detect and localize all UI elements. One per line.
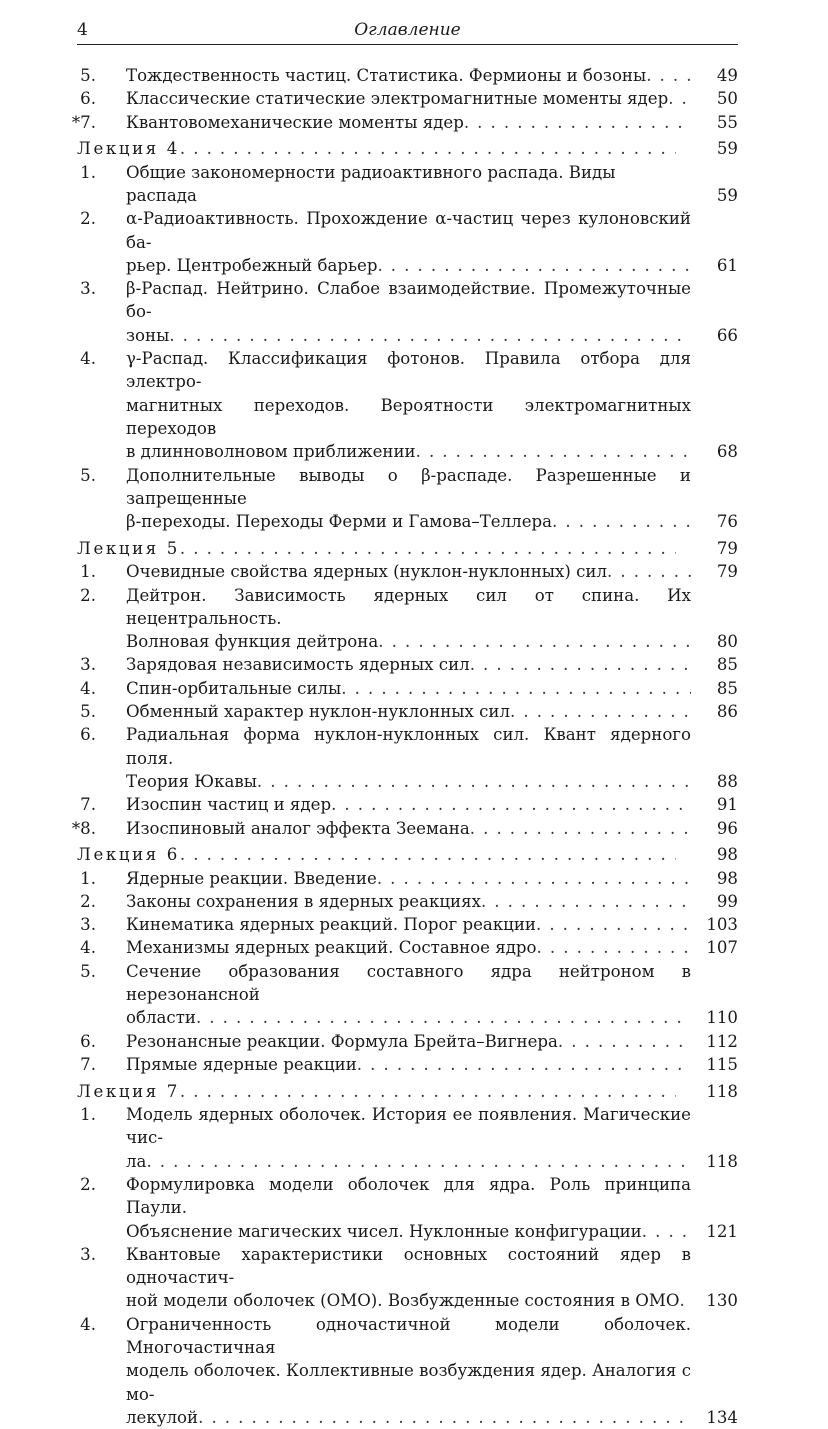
toc-section-entry[interactable] <box>80 700 738 723</box>
page-ref: 85 <box>716 678 738 698</box>
page-ref: 110 <box>706 1008 738 1028</box>
dot-leader <box>377 867 691 890</box>
dot-leader <box>378 630 691 653</box>
section-number: 1. <box>80 162 96 182</box>
section-title-line: лекулой <box>126 1407 199 1427</box>
toc-section-entry[interactable] <box>80 64 738 87</box>
section-title-line: модель оболочек. Коллективные возбуждения ядер. Аналогия с мо- <box>126 1361 691 1404</box>
toc-section-entry[interactable] <box>80 793 738 816</box>
dot-leader <box>536 913 691 936</box>
section-title-line: Законы сохранения в ядерных реакциях <box>126 891 481 911</box>
section-number: 6. <box>80 1031 96 1051</box>
dot-leader <box>196 1006 691 1029</box>
toc-section-entry[interactable] <box>80 560 738 583</box>
section-title-line: Ограниченность одночастичной модели оболочек. Многочастичная <box>126 1314 691 1358</box>
section-title-line: β-переходы. Переходы Ферми и Гамова–Теллера <box>126 512 553 532</box>
section-title-line: Классические статические электромагнитные моменты ядер <box>126 89 669 109</box>
section-title-line: рьер. Центробежный барьер <box>126 255 378 275</box>
toc-section-entry[interactable] <box>80 653 738 676</box>
page-ref: 112 <box>706 1031 738 1051</box>
lecture-title: Лекция 4 <box>77 139 180 159</box>
section-number: 1. <box>80 1105 96 1125</box>
page-ref: 118 <box>706 1081 738 1101</box>
section-title-line: γ-Распад. Классификация фотонов. Правила отбора для электро- <box>126 349 691 392</box>
section-title-line: зоны <box>126 325 170 345</box>
section-number: *7. <box>71 112 96 132</box>
lecture-title: Лекция 6 <box>77 845 180 865</box>
section-title-line: Резонансные реакции. Формула Брейта–Вигнера <box>126 1031 558 1051</box>
section-title-line: Теория Юкавы <box>126 771 257 791</box>
page-ref: 96 <box>716 818 738 838</box>
section-number: 1. <box>80 868 96 888</box>
toc-lecture-entry[interactable] <box>77 537 738 560</box>
toc-section-entry[interactable] <box>80 913 738 936</box>
section-title-line: Прямые ядерные реакции <box>126 1054 357 1074</box>
page-ref: 76 <box>716 512 738 532</box>
page-ref: 79 <box>716 562 738 582</box>
page-ref: 98 <box>716 868 738 888</box>
toc-section-entry[interactable] <box>80 960 738 1030</box>
section-title-line: α-Радиоактивность. Прохождение α-частиц через кулоновский ба- <box>126 209 691 252</box>
dot-leader <box>257 770 691 793</box>
section-title-line: ла <box>126 1151 147 1171</box>
page-number: 4 <box>77 20 88 40</box>
toc-section-entry[interactable] <box>80 464 738 534</box>
section-title-line: Очевидные свойства ядерных (нуклон-нуклонных) сил <box>126 562 607 582</box>
dot-leader <box>416 440 691 463</box>
section-title-line: Волновая функция дейтрона <box>126 632 379 652</box>
dot-leader <box>180 137 676 160</box>
toc-section-entry[interactable] <box>80 161 738 208</box>
dot-leader <box>357 1053 691 1076</box>
toc-section-entry[interactable] <box>80 723 738 793</box>
page-ref: 103 <box>706 915 738 935</box>
section-number: 2. <box>80 1174 96 1194</box>
section-number: 5. <box>80 961 96 981</box>
page-ref: 99 <box>716 891 738 911</box>
lecture-title: Лекция 7 <box>77 1081 180 1101</box>
section-number: 3. <box>80 655 96 675</box>
toc-section-entry[interactable] <box>80 867 738 890</box>
section-number: 2. <box>80 209 96 229</box>
page-ref: 107 <box>706 938 738 958</box>
section-title-line: Механизмы ядерных реакций. Составное ядро <box>126 938 537 958</box>
page-ref: 79 <box>716 538 738 558</box>
toc-lecture-entry[interactable] <box>77 1080 738 1103</box>
section-number: 3. <box>80 915 96 935</box>
toc-section-entry[interactable] <box>80 1243 738 1313</box>
page-ref: 68 <box>716 442 738 462</box>
dot-leader <box>180 843 676 866</box>
dot-leader <box>341 677 691 700</box>
toc-section-entry[interactable] <box>80 1103 738 1173</box>
section-title-line: Изоспин частиц и ядер <box>126 795 332 815</box>
toc-section-entry[interactable] <box>80 87 738 110</box>
toc-section-entry[interactable] <box>80 1053 738 1076</box>
section-title-line: Формулировка модели оболочек для ядра. Роль принципа Паули. <box>126 1174 691 1218</box>
section-number: 5. <box>80 66 96 85</box>
section-number: 7. <box>80 1054 96 1074</box>
page-ref: 118 <box>706 1151 738 1171</box>
toc-section-entry[interactable] <box>71 817 738 840</box>
section-number: 4. <box>80 938 96 958</box>
page-ref: 115 <box>706 1054 738 1074</box>
dot-leader <box>331 793 691 816</box>
toc-section-entry[interactable] <box>80 677 738 700</box>
section-number: 1. <box>80 562 96 582</box>
section-number: 4. <box>80 349 96 369</box>
section-number: 4. <box>80 678 96 698</box>
section-number: 2. <box>80 585 96 605</box>
dot-leader <box>537 936 691 959</box>
section-title-line: Объяснение магических чисел. Нуклонные конфигурации <box>126 1221 642 1241</box>
section-title-line: области <box>126 1008 196 1028</box>
dot-leader <box>146 1150 691 1173</box>
section-title-line: Дейтрон. Зависимость ядерных сил от спина. Их нецентральность. <box>126 585 691 628</box>
section-number: 7. <box>80 795 96 815</box>
dot-leader <box>180 1080 676 1103</box>
section-title-line: Квантовые характеристики основных состояний ядер в одночастич- <box>126 1244 691 1288</box>
page-ref: 50 <box>716 89 738 109</box>
section-title-line: Обменный характер нуклон-нуклонных сил <box>126 702 510 722</box>
section-number: 5. <box>80 702 96 722</box>
dot-leader <box>470 817 691 840</box>
page-ref: 134 <box>706 1407 738 1427</box>
toc-section-entry[interactable] <box>80 347 738 463</box>
toc-section-entry[interactable] <box>80 890 738 913</box>
section-number: 4. <box>80 1314 96 1334</box>
section-title-line: Общие закономерности радиоактивного распада. Виды распада <box>126 162 616 205</box>
running-title: Оглавление <box>354 20 461 40</box>
page-ref: 98 <box>716 845 738 865</box>
section-title-line: Модель ядерных оболочек. История ее появления. Магические чис- <box>126 1105 691 1148</box>
dot-leader <box>464 111 691 134</box>
running-header <box>77 14 738 45</box>
section-title-line: магнитных переходов. Вероятности электромагнитных переходов <box>126 395 691 438</box>
page-ref: 85 <box>716 655 738 675</box>
section-number: 3. <box>80 279 96 299</box>
toc-section-entry[interactable] <box>80 936 738 959</box>
page-ref: 88 <box>716 771 738 791</box>
section-title-line: Дополнительные выводы о β-распаде. Разрешенные и запрещенные <box>126 465 691 508</box>
page-ref: 86 <box>716 702 738 722</box>
page-ref: 66 <box>716 325 738 345</box>
section-number: 6. <box>80 725 96 745</box>
page-ref: 49 <box>716 66 738 85</box>
dot-leader <box>510 700 691 723</box>
page-ref: 61 <box>716 255 738 275</box>
page-ref: 130 <box>706 1291 738 1311</box>
section-title-line: в длинноволновом приближении <box>126 442 416 462</box>
section-title-line: Тождественность частиц. Статистика. Фермионы и бозоны <box>126 66 647 85</box>
dot-leader <box>198 1406 691 1429</box>
dot-leader <box>377 254 691 277</box>
toc-lecture-entry[interactable] <box>77 137 738 160</box>
dot-leader <box>470 653 691 676</box>
dot-leader <box>558 1030 691 1053</box>
section-title-line: β-Распад. Нейтрино. Слабое взаимодействие. Промежуточные бо- <box>126 279 691 322</box>
dot-leader <box>180 537 676 560</box>
section-title-line: ной модели оболочек (ОМО). Возбужденные состояния в ОМО <box>126 1291 680 1311</box>
dot-leader <box>169 324 691 347</box>
section-title-line: Радиальная форма нуклон-нуклонных сил. Квант ядерного поля. <box>126 725 691 768</box>
page-ref: 59 <box>716 139 738 159</box>
page-ref: 121 <box>706 1221 738 1241</box>
section-title-line: Квантовомеханические моменты ядер <box>126 112 464 132</box>
section-number: 2. <box>80 891 96 911</box>
toc-lecture-entry[interactable] <box>77 843 738 866</box>
section-title-line: Кинематика ядерных реакций. Порог реакции <box>126 915 536 935</box>
page-ref: 59 <box>716 185 738 205</box>
toc-section-entry[interactable] <box>80 207 738 277</box>
page-ref: 91 <box>716 795 738 815</box>
section-title-line: Зарядовая независимость ядерных сил <box>126 655 470 675</box>
section-number: *8. <box>71 818 96 838</box>
toc-section-entry[interactable] <box>80 584 738 654</box>
section-title-line: Спин-орбитальные силы <box>126 678 342 698</box>
section-title-line: Сечение образования составного ядра нейтроном в нерезонансной <box>126 961 691 1005</box>
lecture-title: Лекция 5 <box>77 538 180 558</box>
dot-leader <box>481 890 691 913</box>
table-of-contents <box>71 64 738 1429</box>
section-number: 6. <box>80 89 96 109</box>
section-number: 5. <box>80 465 96 485</box>
section-number: 3. <box>80 1244 96 1264</box>
page-ref: 55 <box>716 112 738 132</box>
dot-leader <box>552 510 691 533</box>
toc-section-entry[interactable] <box>80 1173 738 1243</box>
toc-section-entry[interactable] <box>80 1313 738 1429</box>
toc-section-entry[interactable] <box>80 1030 738 1053</box>
toc-section-entry[interactable] <box>80 277 738 347</box>
section-title-line: Изоспиновый аналог эффекта Зеемана <box>126 818 470 838</box>
section-title-line: Ядерные реакции. Введение <box>126 868 377 888</box>
toc-section-entry[interactable] <box>71 111 738 134</box>
page-ref: 80 <box>716 632 738 652</box>
